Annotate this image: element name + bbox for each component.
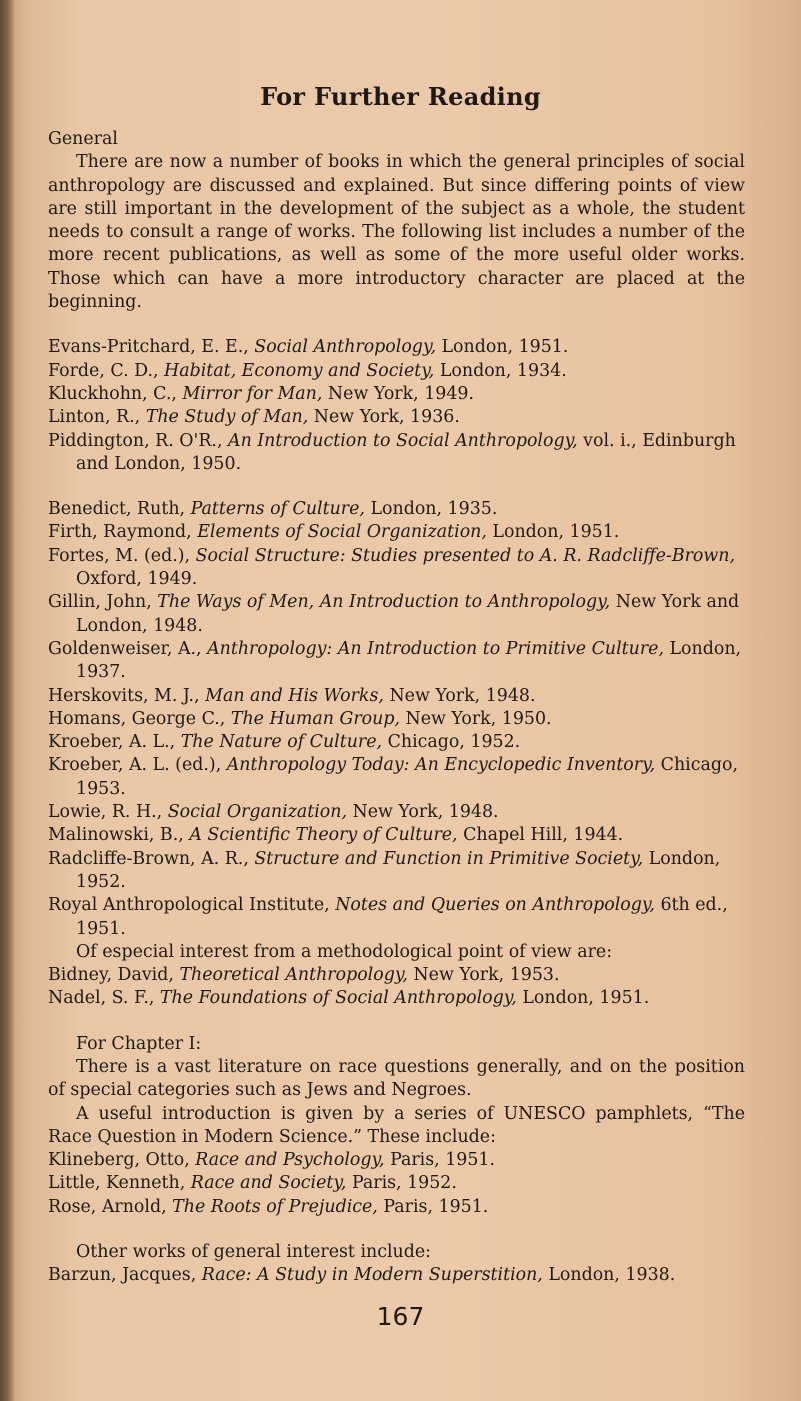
page-number: 167 bbox=[376, 1302, 425, 1331]
reference-title: The Roots of Prejudice, bbox=[172, 1196, 378, 1217]
page-title: For Further Reading bbox=[260, 82, 541, 111]
reference-entry bbox=[48, 638, 745, 685]
page-content bbox=[48, 128, 745, 1288]
reference-entry bbox=[48, 685, 745, 708]
reference-entry bbox=[48, 1196, 745, 1219]
reference-title: Man and His Works, bbox=[205, 685, 384, 706]
reference-publication: Paris, 1951. bbox=[377, 1196, 489, 1217]
reference-publication: Chicago, 1953. bbox=[76, 755, 738, 799]
reference-author: Barzun, Jacques, bbox=[48, 1265, 202, 1286]
reference-author: Homans, George C., bbox=[48, 708, 231, 729]
reference-title: The Study of Man, bbox=[145, 407, 309, 428]
reference-author: Fortes, M. (ed.), bbox=[48, 545, 196, 566]
reference-title: An Introduction to Social Anthropology, bbox=[228, 430, 578, 451]
reference-publication: Oxford, 1949. bbox=[76, 569, 198, 590]
reference-title: The Human Group, bbox=[230, 708, 400, 729]
reference-publication: Paris, 1951. bbox=[384, 1150, 496, 1171]
reference-list-introductory bbox=[48, 336, 745, 476]
reference-publication: New York, 1953. bbox=[407, 965, 560, 986]
reference-list-methodological bbox=[48, 964, 745, 1011]
reference-publication: Chicago, 1952. bbox=[382, 732, 521, 753]
reference-entry bbox=[48, 964, 745, 987]
reference-publication: London, 1937. bbox=[76, 638, 742, 683]
reference-publication: London, 1951. bbox=[486, 522, 620, 543]
reference-title: Patterns of Culture, bbox=[190, 499, 365, 520]
reference-title: Theoretical Anthropology, bbox=[179, 965, 408, 986]
reference-entry bbox=[48, 987, 745, 1010]
reference-publication: London, 1951. bbox=[516, 988, 650, 1009]
reference-entry bbox=[48, 545, 745, 592]
reference-title: Notes and Queries on Anthropology, bbox=[335, 895, 655, 916]
reference-author: Bidney, David, bbox=[48, 965, 180, 986]
reference-publication: London, 1952. bbox=[76, 848, 721, 892]
reference-entry bbox=[48, 731, 745, 754]
reference-entry bbox=[48, 521, 745, 544]
reference-author: Lowie, R. H., bbox=[48, 802, 168, 823]
reference-entry bbox=[48, 754, 745, 801]
reference-publication: New York, 1948. bbox=[346, 802, 499, 823]
reference-author: Herskovits, M. J., bbox=[48, 685, 206, 706]
reference-title: The Foundations of Social Anthropology, bbox=[159, 988, 517, 1009]
reference-title: Social Structure: Studies presented to A. R. Radcliffe-Brown, bbox=[195, 545, 735, 566]
reference-author: Gillin, John, bbox=[48, 592, 158, 613]
reference-entry bbox=[48, 1149, 745, 1172]
reference-entry bbox=[48, 848, 745, 895]
reference-author: Kroeber, A. L., bbox=[48, 732, 181, 753]
chapter-1-paragraph-1: There is a vast literature on race questions generally, and on the position of special categories such as Jews and Negroes. bbox=[48, 1056, 745, 1101]
reference-title: Mirror for Man, bbox=[182, 383, 323, 404]
other-works-intro: Other works of general interest include: bbox=[76, 1242, 431, 1263]
reference-title: Anthropology Today: An Encyclopedic Inventory, bbox=[226, 755, 656, 776]
reference-entry bbox=[48, 1264, 745, 1287]
reference-title: Habitat, Economy and Society, bbox=[164, 360, 435, 381]
reference-entry bbox=[48, 801, 745, 824]
reference-title: Social Organization, bbox=[167, 802, 347, 823]
reference-title: Anthropology: An Introduction to Primitive Culture, bbox=[207, 638, 664, 659]
reference-list-other bbox=[48, 1264, 745, 1287]
reference-publication: London, 1951. bbox=[435, 337, 569, 358]
reference-author: Piddington, R. O'R., bbox=[48, 430, 229, 451]
reference-entry bbox=[48, 1172, 745, 1195]
reference-title: Social Anthropology, bbox=[254, 337, 436, 358]
section-heading-chapter-1: For Chapter I: bbox=[76, 1033, 202, 1054]
reference-entry bbox=[48, 498, 745, 521]
reference-publication: New York, 1948. bbox=[383, 685, 536, 706]
reference-entry bbox=[48, 406, 745, 429]
reference-author: Linton, R., bbox=[48, 407, 146, 428]
reference-publication: New York, 1936. bbox=[308, 407, 460, 428]
reference-author: Klineberg, Otto, bbox=[48, 1150, 196, 1171]
reference-author: Kluckhohn, C., bbox=[48, 383, 183, 404]
reference-entry bbox=[48, 360, 745, 383]
reference-list-unesco bbox=[48, 1149, 745, 1219]
reference-author: Little, Kenneth, bbox=[48, 1173, 191, 1194]
reference-publication: vol. i., Edinburgh and London, 1950. bbox=[76, 430, 736, 474]
reference-title: Race and Psychology, bbox=[195, 1150, 385, 1171]
reference-author: Forde, C. D., bbox=[48, 360, 165, 381]
reference-publication: London, 1935. bbox=[364, 499, 498, 520]
reference-entry bbox=[48, 430, 745, 477]
reference-title: Race and Society, bbox=[190, 1173, 347, 1194]
reference-publication: Chapel Hill, 1944. bbox=[457, 825, 624, 846]
reference-entry bbox=[48, 591, 745, 638]
reference-author: Firth, Raymond, bbox=[48, 522, 198, 543]
reference-publication: New York and London, 1948. bbox=[76, 592, 740, 636]
section-heading-general: General bbox=[48, 129, 118, 149]
reference-title: A Scientific Theory of Culture, bbox=[189, 825, 458, 846]
general-intro-paragraph: There are now a number of books in which the general principles of social anthropology are discussed and explained. But since differing points of view are still important in the development of the subject as a whole, the student needs to consult a range of works. The following list includes a number of the more recent publications, as well as some of the more useful older works. Those which can have a more introductory character are placed at the beginning. bbox=[48, 152, 745, 313]
reference-author: Nadel, S. F., bbox=[48, 988, 160, 1009]
reference-publication: New York, 1950. bbox=[399, 708, 552, 729]
reference-list-main bbox=[48, 498, 745, 941]
reference-entry bbox=[48, 894, 745, 941]
reference-author: Evans-Pritchard, E. E., bbox=[48, 337, 255, 358]
reference-author: Radcliffe-Brown, A. R., bbox=[48, 848, 255, 869]
reference-title: Structure and Function in Primitive Society, bbox=[254, 848, 644, 869]
methodological-intro: Of especial interest from a methodological point of view are: bbox=[76, 941, 613, 962]
chapter-1-paragraph-2: A useful introduction is given by a series of UNESCO pamphlets, “The Race Question in Modern Science.” These include: bbox=[48, 1103, 745, 1147]
reference-title: The Nature of Culture, bbox=[180, 732, 383, 753]
reference-entry bbox=[48, 336, 745, 359]
reference-author: Malinowski, B., bbox=[48, 825, 190, 846]
reference-publication: 6th ed., 1951. bbox=[76, 895, 728, 939]
reference-title: The Ways of Men, An Introduction to Anthropology, bbox=[157, 592, 611, 613]
reference-author: Rose, Arnold, bbox=[48, 1196, 173, 1217]
reference-author: Royal Anthropological Institute, bbox=[48, 895, 336, 916]
reference-publication: New York, 1949. bbox=[322, 383, 474, 404]
reference-title: Race: A Study in Modern Superstition, bbox=[201, 1265, 543, 1286]
reference-title: Elements of Social Organization, bbox=[197, 522, 487, 543]
reference-author: Goldenweiser, A., bbox=[48, 638, 208, 659]
reference-entry bbox=[48, 383, 745, 406]
reference-publication: London, 1938. bbox=[542, 1265, 676, 1286]
reference-author: Benedict, Ruth, bbox=[48, 499, 191, 520]
reference-publication: London, 1934. bbox=[434, 360, 567, 381]
reference-publication: Paris, 1952. bbox=[346, 1173, 457, 1194]
reference-entry bbox=[48, 708, 745, 731]
reference-entry bbox=[48, 824, 745, 847]
reference-author: Kroeber, A. L. (ed.), bbox=[48, 755, 227, 776]
